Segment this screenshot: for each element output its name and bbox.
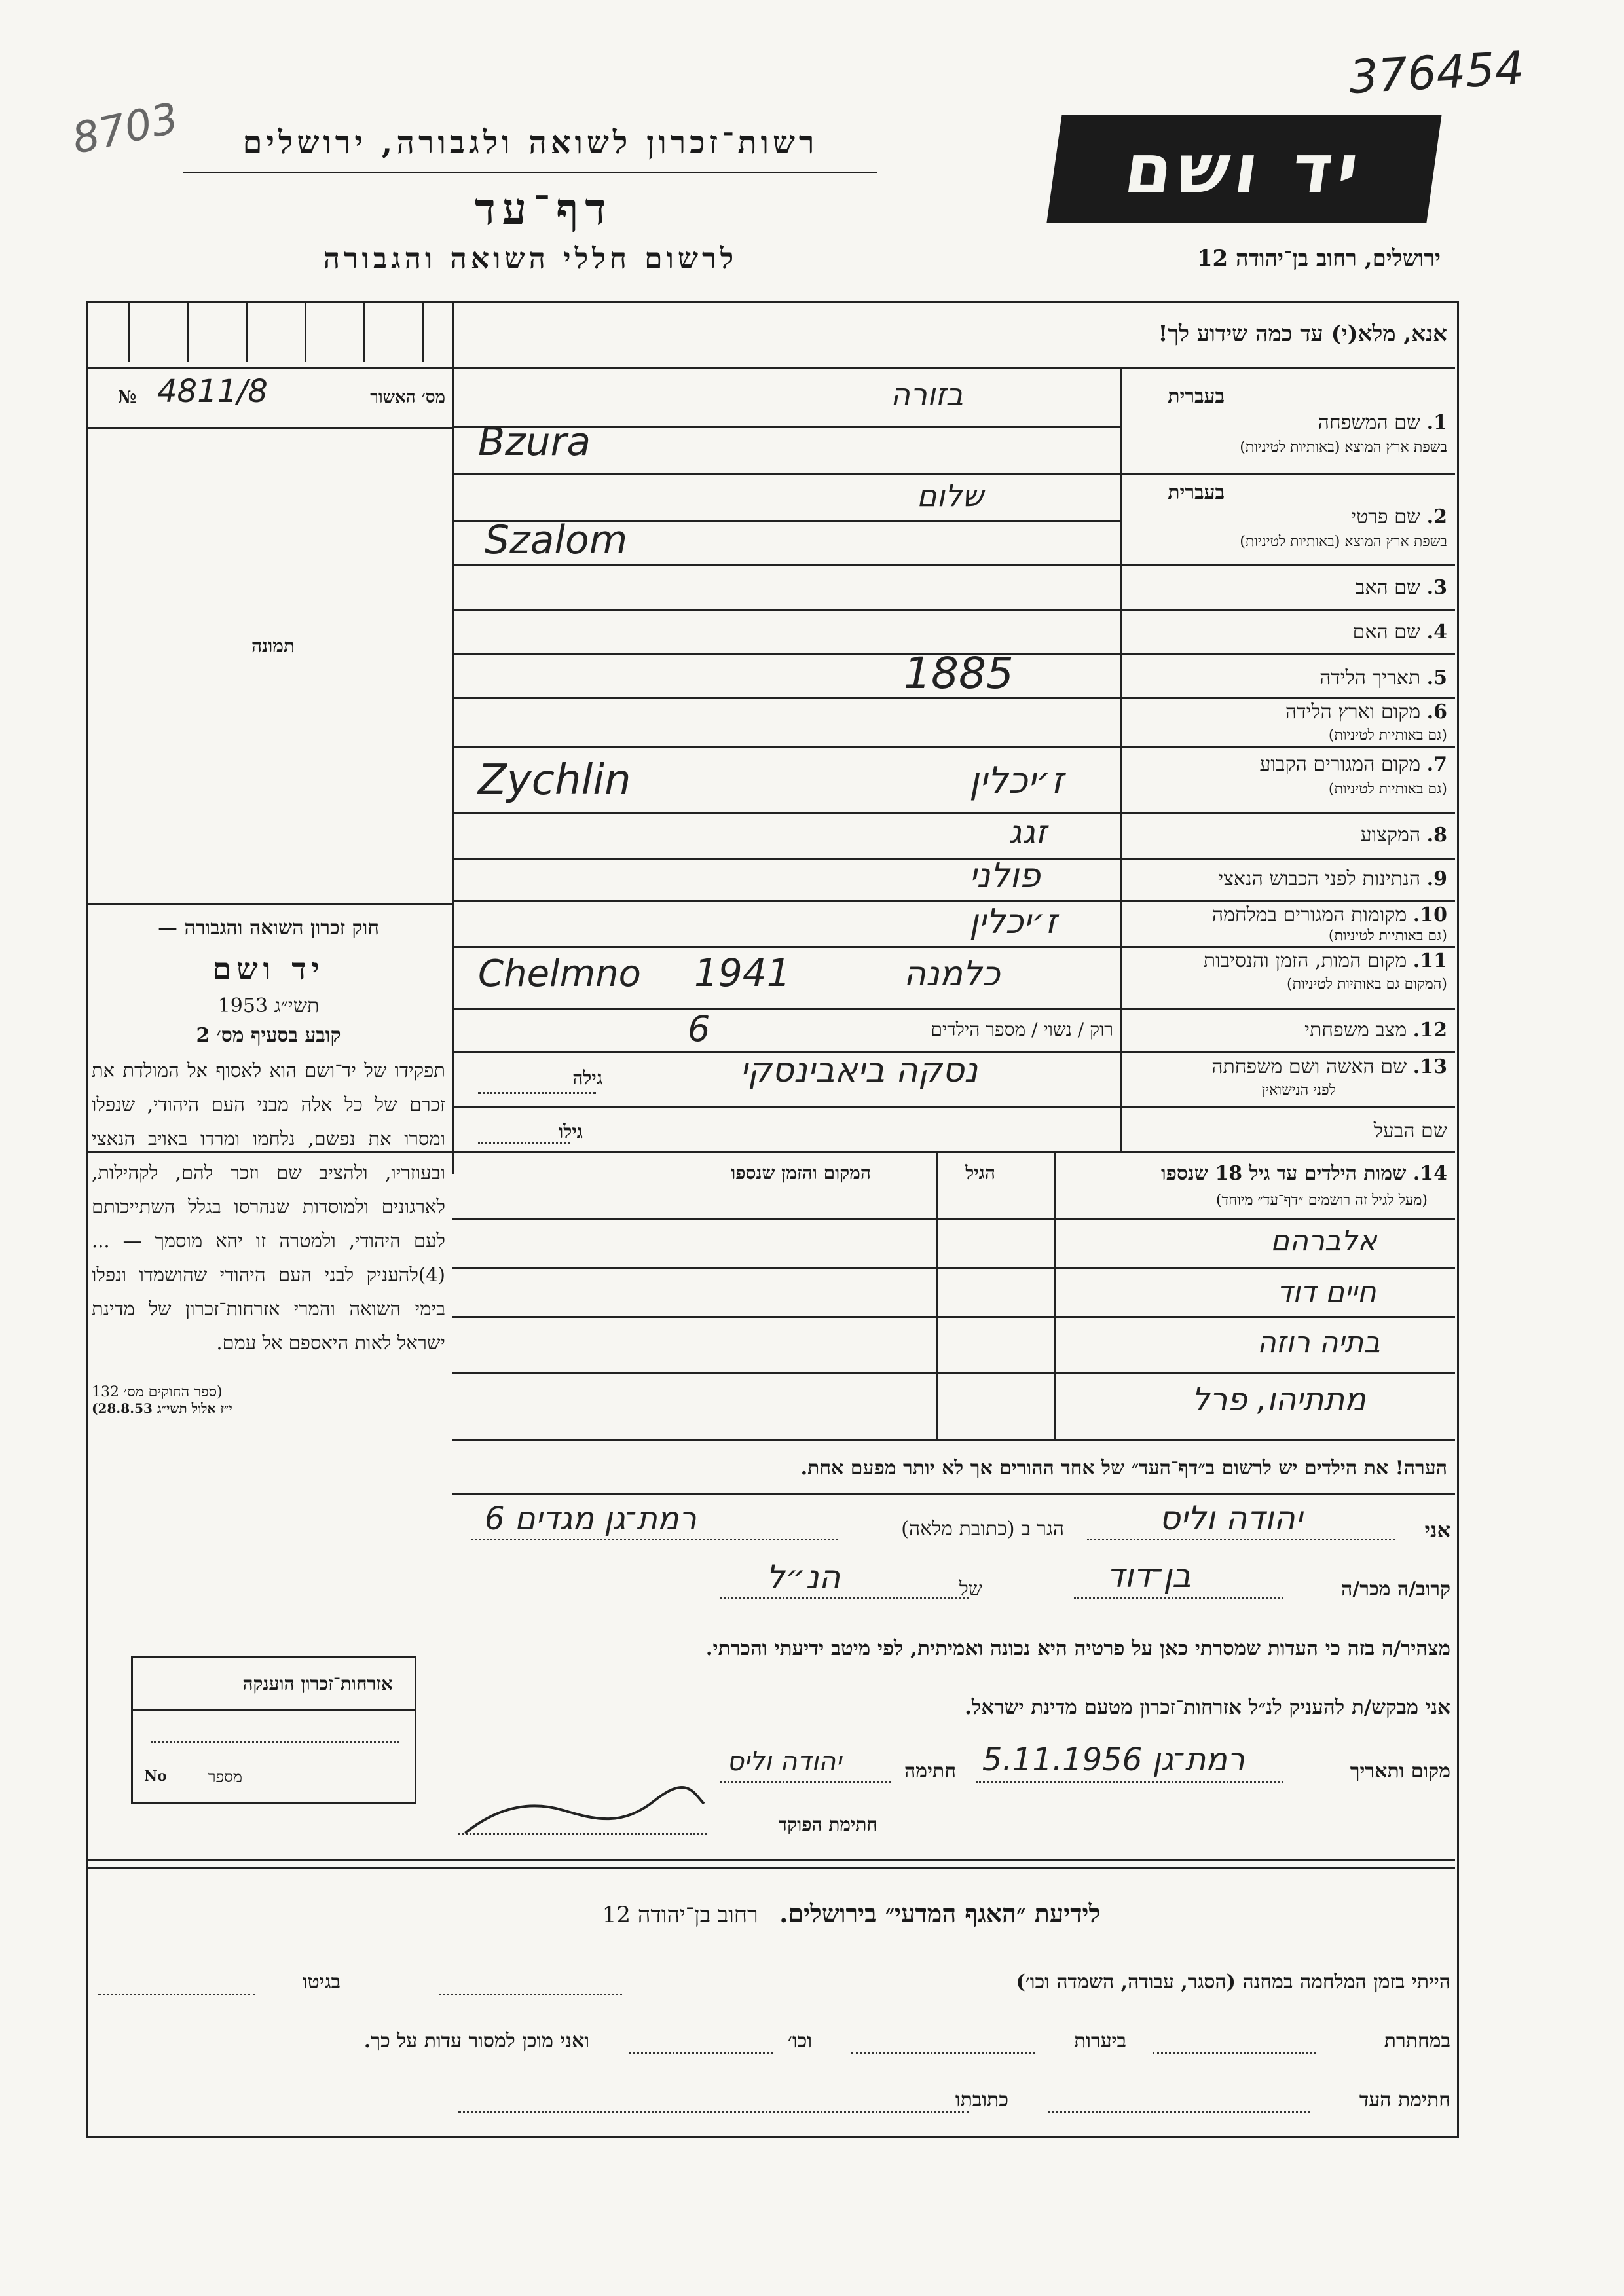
form-instruction: אנא, מלא(י) עד כמה שידוע לך!	[1158, 321, 1447, 347]
footer-line2-d: ואני מוכן למסור עדות על כך.	[363, 2030, 589, 2052]
footer-line1-b: בגיטו	[302, 1971, 341, 1994]
field-12-label: 12. מצב משפחתי	[1304, 1019, 1447, 1042]
declaration-ani: אני	[1424, 1518, 1450, 1542]
field-10-label: 10. מקומות המגורים במלחמה	[1211, 903, 1447, 926]
law-year: תשי״ג 1953	[217, 994, 320, 1017]
husband-age-label: גילו	[559, 1121, 583, 1142]
citizenship-number-label: מספר	[208, 1768, 242, 1786]
request-text: אני מבקש/ת להעניק לנ״ל אזרחות־זכרון מטעם מדינת ישראל.	[965, 1696, 1450, 1719]
resides-label: הגר ב (כתובת מלאה)	[901, 1518, 1064, 1540]
field-9-label: 9. הנתינות לפני הכבוש הנאצי	[1218, 867, 1447, 890]
footer-line3-a: חתימת העד	[1359, 2088, 1450, 2111]
child-name-4: מתתיהו, פרל	[1192, 1381, 1366, 1418]
law-name: יד ושם	[212, 951, 325, 987]
field-1-sub: בשפת ארץ המוצא (באותיות לטיניות)	[1240, 439, 1447, 456]
profession-value: זגג	[1008, 813, 1047, 851]
relative-label: קרוב/ה מכר/ה	[1341, 1578, 1450, 1601]
footer-line2-a: במחתרת	[1384, 2030, 1450, 2052]
witness-address: רמת־גן מגדים 6	[485, 1501, 697, 1537]
remark-text: הערה! את הילדים יש לרשום ב״דף־העד״ של אחד ההורים אך לא יותר מפעם אחת.	[800, 1457, 1447, 1480]
field-1-name: שם המשפחה	[1318, 411, 1421, 434]
children-count: 6	[688, 1008, 710, 1049]
children-col-age: הגיל	[965, 1162, 995, 1184]
of-label: של	[959, 1578, 982, 1601]
place-date-label: מקום ותאריך	[1350, 1760, 1450, 1783]
wife-age-label: גילה	[572, 1067, 602, 1089]
field-2-latin-value: Szalom	[485, 517, 628, 563]
field-1-hebrew-value: בזורה	[891, 376, 964, 412]
form-title: דף־עד	[474, 183, 613, 234]
law-title: חוק זכרון השואה והגבורה —	[158, 917, 379, 939]
authority-title: רשות־זכרון לשואה ולגבורה, ירושלים	[242, 124, 819, 161]
residence-latin-value: Zychlin	[478, 756, 631, 805]
footer-address: רחוב בן־יהודה 12	[602, 1902, 758, 1928]
death-place-latin: Chelmno	[478, 953, 641, 995]
wife-name-value: נסקה ביאבינסקי	[740, 1051, 978, 1090]
footer-heading	[491, 1899, 1211, 1929]
field-1-latin-value: Bzura	[478, 419, 591, 465]
death-year: 1941	[694, 951, 791, 995]
field-6-label: 6. מקום וארץ הלידה	[1285, 701, 1447, 723]
officer-signature	[458, 1781, 707, 1840]
relation-value: בן־דוד	[1107, 1557, 1191, 1595]
field-1-number: 1.	[1426, 411, 1447, 434]
field-13-sub: לפני הנישואין	[1261, 1082, 1336, 1099]
photo-label: תמונה	[251, 635, 295, 657]
children-title: 14. שמות הילדים עד גיל 18 שנספו	[1160, 1162, 1447, 1185]
approval-value: 4811/8	[157, 373, 268, 410]
witness-name: יהודה וליס	[1159, 1499, 1302, 1537]
footer-title: לידיעת ״האגף המדעי״ בירושלים.	[779, 1899, 1101, 1928]
place-date-value: רמת־גן 5.11.1956	[982, 1741, 1245, 1778]
marital-options: רוק / נשוי / מספר הילדים	[931, 1019, 1113, 1040]
citizenship-no-mark: No	[144, 1768, 167, 1785]
child-name-1: אלברהם	[1270, 1224, 1377, 1258]
approval-no-mark: №	[118, 388, 137, 407]
officer-label: חתימת הפוקד	[778, 1813, 877, 1835]
field-8-label: 8. המקצוע	[1360, 824, 1447, 847]
field-5-label: 5. תאריך הלידה	[1320, 666, 1447, 689]
law-clause: קובע בסעיף מס׳ 2	[196, 1024, 341, 1047]
tick-row	[88, 303, 452, 362]
residence-hebrew-value: ז׳יכלין	[969, 759, 1064, 802]
footer-line2-c: וכו׳	[788, 2030, 812, 2052]
citizenship-title: אזרחות־זכרון הוענקה	[242, 1673, 393, 1694]
field-11-sub: (המקום גם באותיות לטיניות)	[1287, 976, 1447, 993]
field-3-label: 3. שם האב	[1355, 576, 1447, 599]
signature-label: חתימה	[904, 1760, 956, 1783]
statement-text: מצהיר/ה בזה כי העדות שמסרתי כאן על פרטיה היא נכונה ואמיתית, לפי מיטב ידיעתי והכרתי.	[705, 1637, 1450, 1660]
signature-value: יהודה וליס	[727, 1747, 842, 1777]
birth-date-value: 1885	[904, 648, 1014, 699]
of-value: הנ״ל	[766, 1558, 841, 1596]
field-13-label: 13. שם האשה ושם משפחתה	[1211, 1055, 1447, 1078]
form-subtitle: לרשום חללי השואה והגבורה	[323, 242, 738, 276]
logo-text: יד ושם	[1119, 128, 1369, 209]
yad-vashem-logo	[1046, 115, 1441, 223]
approval-label: מס׳ האשור	[370, 388, 445, 407]
footer-line3-b: כתובתו	[955, 2088, 1008, 2111]
archive-number: 376454	[1348, 41, 1526, 104]
record-number: 8703	[68, 94, 183, 164]
footer-line2-b: ביערות	[1073, 2030, 1126, 2052]
law-text: תפקידו של יד־ושם הוא לאסוף אל המולדת את זכרם של כל אלה מבני העם היהודי, שנפלו ומסרו את נפשם, נלחמו ומרדו באויב הנאצי ובעוזריו, ולהציב שם וזכר להם, לקהילות, לארגונים ולמוסדות שנהרסו בגלל השתייכותם לעם היהודי, ולמטרה זו יהא מוסמך — ...(4)להעניק לבני העם היהודי שהושמדו ונפלו בימי השואה והמרי אזרחות־זכרון של מדינת ישראל לאות היאספם אל עמם.	[92, 1059, 445, 1354]
field-2-hebrew-value: שלום	[917, 478, 984, 513]
death-place-hebrew: כלמנה	[904, 955, 1001, 994]
field-7-label: 7. מקום המגורים הקבוע	[1259, 753, 1447, 776]
hebrew-tag-2: בעברית	[1168, 481, 1225, 504]
husband-label: שם הבעל	[1373, 1120, 1447, 1142]
field-11-label: 11. מקום המות, הזמן והנסיבות	[1203, 949, 1447, 972]
child-name-3: בתיה רוזה	[1257, 1326, 1380, 1359]
field-1-label	[1318, 411, 1447, 434]
hebrew-tag-1: בעברית	[1168, 385, 1225, 408]
field-4-label: 4. שם האם	[1352, 621, 1447, 644]
field-2-sub: בשפת ארץ המוצא (באותיות לטיניות)	[1240, 534, 1447, 550]
field-6-sub: (גם באותיות לטיניות)	[1328, 727, 1447, 744]
header-address: ירושלים, רחוב בן־יהודה 12	[1196, 246, 1441, 272]
law-box	[92, 917, 445, 1506]
law-source-2: י״ז אלול תשי״ג 28.8.53)	[92, 1400, 232, 1416]
law-source-1: (ספר החוקים מס׳ 132	[92, 1384, 223, 1400]
child-name-2: חיים דוד	[1277, 1275, 1376, 1309]
field-7-sub: (גם באותיות לטיניות)	[1328, 781, 1447, 797]
nationality-value: פולני	[969, 856, 1041, 896]
wartime-residence-value: ז׳יכלין	[969, 902, 1058, 941]
children-col-place: המקום והזמן שנספו	[731, 1162, 871, 1184]
field-10-sub: (גם באותיות לטיניות)	[1328, 928, 1447, 944]
field-2-label: 2. שם פרטי	[1351, 505, 1447, 528]
children-note: (מעל לגיל זה רושמים ״דף־עד״ מיוחד)	[1215, 1192, 1428, 1209]
footer-line1-a: הייתי בזמן המלחמה במחנה (הסגר, עבודה, השמדה וכו׳)	[1016, 1971, 1450, 1994]
